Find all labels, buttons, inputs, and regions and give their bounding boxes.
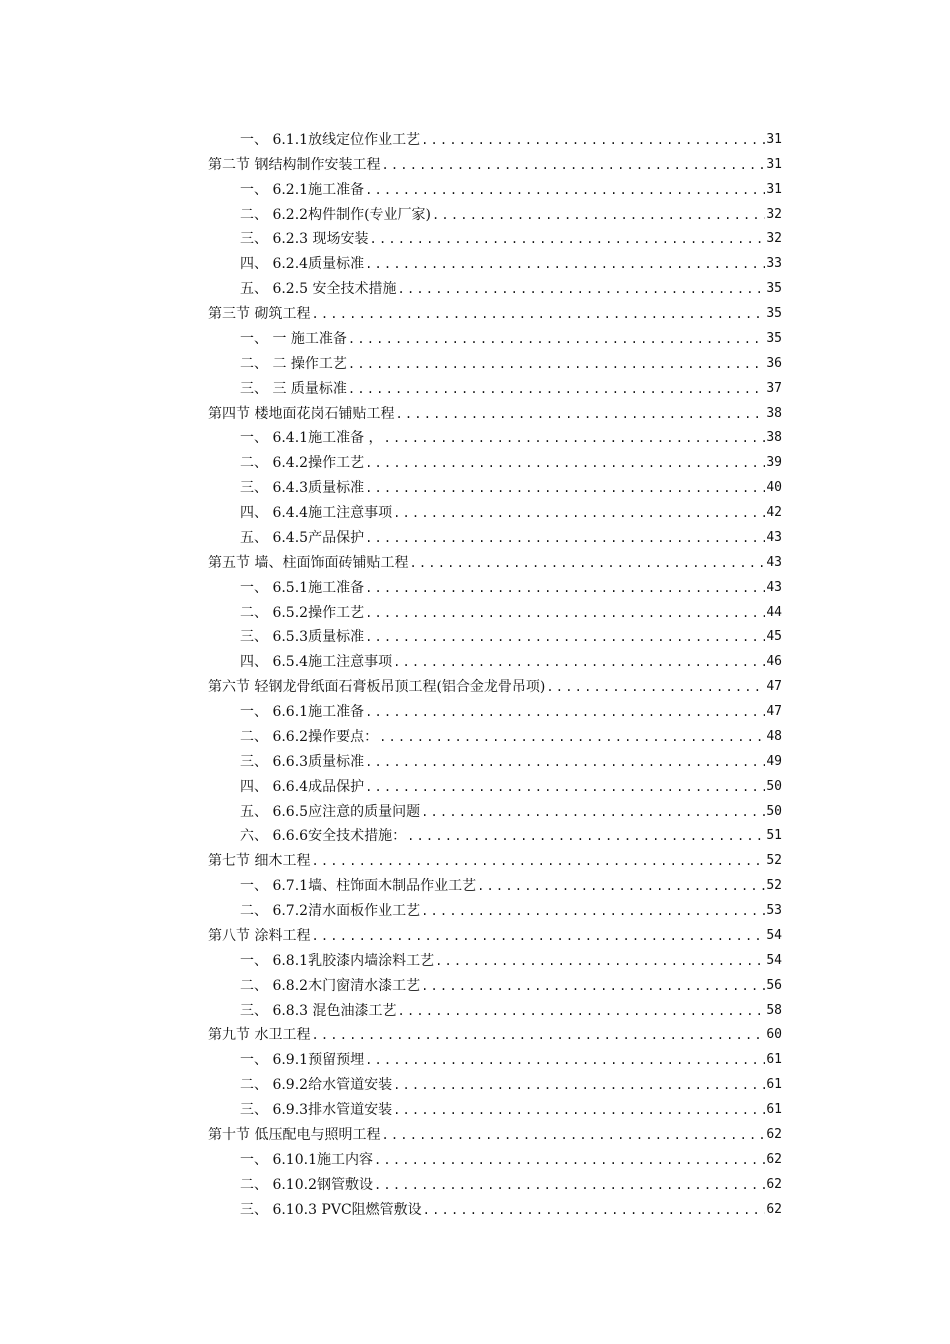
- toc-subsection-entry[interactable]: [208, 373, 782, 398]
- toc-subsection-entry[interactable]: [208, 1069, 782, 1094]
- toc-entry-label: 六、 6.6.6安全技术措施：: [240, 828, 407, 845]
- toc-entry-label: 一、 6.4.1施工准备 ，: [240, 430, 383, 447]
- toc-page-number: 32: [766, 206, 782, 222]
- toc-page-number: 52: [766, 853, 782, 869]
- toc-page-number: 54: [766, 952, 782, 968]
- toc-dot-leader: [311, 1026, 765, 1044]
- toc-section-entry[interactable]: [208, 1020, 782, 1045]
- toc-section-entry[interactable]: [208, 547, 782, 572]
- toc-section-entry[interactable]: [208, 398, 782, 423]
- toc-subsection-entry[interactable]: [208, 224, 782, 249]
- toc-page-number: 35: [766, 281, 782, 297]
- toc-dot-leader: [348, 330, 765, 348]
- toc-subsection-entry[interactable]: [208, 646, 782, 671]
- table-of-contents: [208, 124, 782, 1219]
- toc-page-number: 45: [766, 629, 782, 645]
- toc-entry-label: 四、 6.6.4成品保护: [240, 778, 365, 795]
- toc-page-number: 46: [766, 654, 782, 670]
- toc-subsection-entry[interactable]: [208, 895, 782, 920]
- toc-entry-label: 四、 6.4.4施工注意事项: [240, 505, 393, 521]
- toc-subsection-entry[interactable]: [208, 323, 782, 348]
- toc-subsection-entry[interactable]: [208, 597, 782, 622]
- toc-section-entry[interactable]: [208, 920, 782, 945]
- toc-entry-label: 三、 三 质量标准: [240, 380, 347, 397]
- toc-subsection-entry[interactable]: [208, 1044, 782, 1069]
- toc-dot-leader: [311, 305, 765, 323]
- toc-entry-label: 一、 6.7.1墙、柱饰面木制品作业工艺: [240, 878, 477, 895]
- toc-entry-label: 三、 6.5.3质量标准: [240, 629, 365, 646]
- toc-entry-label: 第九节 水卫工程: [208, 1027, 311, 1044]
- toc-dot-leader: [374, 1151, 765, 1169]
- toc-subsection-entry[interactable]: [208, 696, 782, 721]
- toc-dot-leader: [398, 1002, 766, 1020]
- toc-entry-label: 一、 6.5.1施工准备: [240, 579, 365, 596]
- toc-dot-leader: [348, 355, 765, 373]
- toc-page-number: 62: [766, 1151, 782, 1167]
- toc-dot-leader: [365, 703, 765, 721]
- toc-entry-label: 二、 6.7.2清水面板作业工艺: [240, 903, 421, 919]
- toc-subsection-entry[interactable]: [208, 248, 782, 273]
- toc-subsection-entry[interactable]: [208, 273, 782, 298]
- toc-dot-leader: [370, 230, 766, 248]
- toc-entry-label: 一、 6.2.1施工准备: [240, 181, 365, 198]
- toc-dot-leader: [435, 952, 765, 970]
- toc-dot-leader: [365, 579, 765, 597]
- toc-subsection-entry[interactable]: [208, 746, 782, 771]
- toc-entry-label: 一、 6.9.1预留预埋: [240, 1052, 365, 1069]
- toc-section-entry[interactable]: [208, 149, 782, 174]
- toc-page-number: 58: [766, 1002, 782, 1018]
- toc-entry-label: 一、 6.6.1施工准备: [240, 704, 365, 720]
- toc-subsection-entry[interactable]: [208, 870, 782, 895]
- toc-section-entry[interactable]: [208, 845, 782, 870]
- toc-page-number: 35: [766, 306, 782, 321]
- toc-page-number: 39: [766, 455, 782, 471]
- toc-dot-leader: [546, 678, 765, 696]
- toc-entry-label: 二、 二 操作工艺: [240, 355, 347, 372]
- toc-dot-leader: [407, 827, 765, 845]
- toc-subsection-entry[interactable]: [208, 124, 782, 149]
- toc-page-number: 62: [766, 1176, 782, 1192]
- toc-entry-label: 五、 6.6.5应注意的质量问题: [240, 803, 421, 820]
- toc-page-number: 54: [766, 927, 782, 943]
- toc-subsection-entry[interactable]: [208, 721, 782, 746]
- toc-dot-leader: [423, 1201, 766, 1219]
- toc-entry-label: 二、 6.9.2给水管道安装: [240, 1077, 393, 1094]
- toc-subsection-entry[interactable]: [208, 945, 782, 970]
- toc-dot-leader: [311, 927, 765, 945]
- toc-entry-label: 第十节 低压配电与照明工程: [208, 1126, 381, 1143]
- toc-entry-label: 二、 6.6.2操作要点：: [240, 728, 379, 745]
- toc-entry-label: 三、 6.10.3 PVC阻燃管敷设: [240, 1201, 422, 1218]
- toc-dot-leader: [381, 1126, 765, 1144]
- toc-dot-leader: [365, 628, 765, 646]
- toc-dot-leader: [365, 529, 765, 547]
- toc-entry-label: 四、 6.2.4质量标准: [240, 256, 365, 273]
- toc-dot-leader: [393, 504, 765, 522]
- toc-subsection-entry[interactable]: [208, 771, 782, 796]
- toc-page-number: 31: [766, 131, 782, 147]
- toc-page-number: 36: [766, 355, 782, 371]
- toc-entry-label: 一、 6.10.1施工内容: [240, 1151, 373, 1168]
- toc-dot-leader: [393, 653, 765, 671]
- toc-entry-label: 二、 6.8.2木门窗清水漆工艺: [240, 977, 421, 994]
- toc-page-number: 50: [766, 778, 782, 794]
- toc-page-number: 62: [766, 1201, 782, 1217]
- toc-page-number: 37: [766, 380, 782, 396]
- toc-dot-leader: [421, 902, 765, 920]
- toc-subsection-entry[interactable]: [208, 821, 782, 846]
- toc-dot-leader: [374, 1176, 765, 1194]
- toc-dot-leader: [395, 405, 765, 423]
- toc-dot-leader: [409, 554, 765, 572]
- toc-subsection-entry[interactable]: [208, 1094, 782, 1119]
- toc-subsection-entry[interactable]: [208, 472, 782, 497]
- toc-page-number: 61: [766, 1102, 782, 1117]
- toc-dot-leader: [393, 1101, 765, 1119]
- toc-page-number: 38: [766, 405, 782, 421]
- toc-page-number: 52: [766, 878, 782, 894]
- toc-entry-label: 二、 6.5.2操作工艺: [240, 604, 365, 621]
- toc-page-number: 61: [766, 1052, 782, 1068]
- toc-page-number: 40: [766, 480, 782, 496]
- toc-page-number: 42: [766, 505, 782, 520]
- toc-dot-leader: [381, 156, 765, 174]
- toc-page-number: 43: [766, 529, 782, 545]
- toc-section-entry[interactable]: [208, 1119, 782, 1144]
- toc-dot-leader: [365, 753, 765, 771]
- toc-page-number: 47: [766, 704, 782, 719]
- toc-section-entry[interactable]: [208, 671, 782, 696]
- toc-entry-label: 第八节 涂料工程: [208, 927, 311, 944]
- toc-entry-label: 一、 一 施工准备: [240, 330, 347, 347]
- toc-entry-label: 二、 6.4.2操作工艺: [240, 455, 365, 472]
- toc-dot-leader: [477, 877, 765, 895]
- toc-entry-label: 三、 6.9.3排水管道安装: [240, 1102, 393, 1118]
- toc-dot-leader: [421, 977, 765, 995]
- toc-dot-leader: [348, 380, 765, 398]
- toc-subsection-entry[interactable]: [208, 348, 782, 373]
- toc-dot-leader: [365, 181, 765, 199]
- toc-dot-leader: [365, 454, 765, 472]
- toc-entry-label: 第四节 楼地面花岗石铺贴工程: [208, 405, 395, 422]
- toc-page-number: 33: [766, 256, 782, 272]
- toc-subsection-entry[interactable]: [208, 995, 782, 1020]
- toc-page-number: 43: [766, 579, 782, 595]
- toc-dot-leader: [365, 778, 765, 796]
- toc-subsection-entry[interactable]: [208, 199, 782, 224]
- toc-page-number: 47: [766, 679, 782, 695]
- toc-subsection-entry[interactable]: [208, 796, 782, 821]
- toc-subsection-entry[interactable]: [208, 622, 782, 647]
- toc-subsection-entry[interactable]: [208, 1144, 782, 1169]
- toc-page-number: 32: [766, 231, 782, 247]
- toc-subsection-entry[interactable]: [208, 970, 782, 995]
- toc-dot-leader: [421, 803, 765, 821]
- toc-entry-label: 四、 6.5.4施工注意事项: [240, 654, 393, 671]
- toc-dot-leader: [365, 1051, 765, 1069]
- toc-page-number: 38: [766, 430, 782, 446]
- toc-entry-label: 一、 6.8.1乳胶漆内墙涂料工艺: [240, 952, 435, 969]
- toc-dot-leader: [393, 1076, 765, 1094]
- toc-dot-leader: [365, 479, 765, 497]
- toc-entry-label: 第五节 墙、柱面饰面砖铺贴工程: [208, 554, 409, 571]
- toc-page-number: 43: [766, 554, 782, 570]
- toc-section-entry[interactable]: [208, 298, 782, 323]
- toc-page-number: 49: [766, 753, 782, 769]
- toc-subsection-entry[interactable]: [208, 522, 782, 547]
- toc-subsection-entry[interactable]: [208, 447, 782, 472]
- toc-entry-label: 三、 6.6.3质量标准: [240, 753, 365, 770]
- toc-entry-label: 第二节 钢结构制作安装工程: [208, 156, 381, 173]
- toc-subsection-entry[interactable]: [208, 1169, 782, 1194]
- toc-page-number: 35: [766, 330, 782, 346]
- toc-dot-leader: [398, 280, 766, 298]
- toc-entry-label: 三、 6.4.3质量标准: [240, 480, 365, 497]
- toc-dot-leader: [432, 206, 765, 224]
- toc-dot-leader: [311, 852, 765, 870]
- toc-entry-label: 一、 6.1.1放线定位作业工艺: [240, 131, 421, 148]
- toc-page-number: 44: [766, 604, 782, 620]
- toc-page-number: 56: [766, 977, 782, 993]
- toc-entry-label: 第七节 细木工程: [208, 853, 311, 870]
- toc-page-number: 53: [766, 903, 782, 918]
- toc-dot-leader: [421, 131, 765, 149]
- toc-page-number: 61: [766, 1077, 782, 1093]
- toc-page-number: 48: [766, 728, 782, 744]
- toc-page-number: 31: [766, 156, 782, 172]
- toc-page-number: 51: [766, 828, 782, 844]
- toc-entry-label: 五、 6.2.5 安全技术措施: [240, 281, 397, 298]
- toc-entry-label: 三、 6.2.3 现场安装: [240, 231, 369, 248]
- toc-page-number: 31: [766, 181, 782, 197]
- toc-dot-leader: [379, 728, 765, 746]
- toc-dot-leader: [384, 429, 766, 447]
- toc-subsection-entry[interactable]: [208, 1194, 782, 1219]
- toc-dot-leader: [365, 604, 765, 622]
- toc-entry-label: 第三节 砌筑工程: [208, 306, 311, 322]
- toc-subsection-entry[interactable]: [208, 572, 782, 597]
- toc-entry-label: 二、 6.2.2构件制作(专业厂家): [240, 206, 431, 223]
- toc-page-number: 60: [766, 1027, 782, 1043]
- toc-entry-label: 第六节 轻钢龙骨纸面石膏板吊顶工程(铝合金龙骨吊项): [208, 679, 546, 696]
- toc-subsection-entry[interactable]: [208, 423, 782, 448]
- toc-dot-leader: [365, 255, 765, 273]
- toc-subsection-entry[interactable]: [208, 174, 782, 199]
- toc-entry-label: 二、 6.10.2钢管敷设: [240, 1176, 373, 1193]
- toc-subsection-entry[interactable]: [208, 497, 782, 522]
- toc-entry-label: 五、 6.4.5产品保护: [240, 529, 365, 546]
- toc-page-number: 50: [766, 803, 782, 819]
- toc-page-number: 62: [766, 1126, 782, 1142]
- toc-entry-label: 三、 6.8.3 混色油漆工艺: [240, 1002, 397, 1019]
